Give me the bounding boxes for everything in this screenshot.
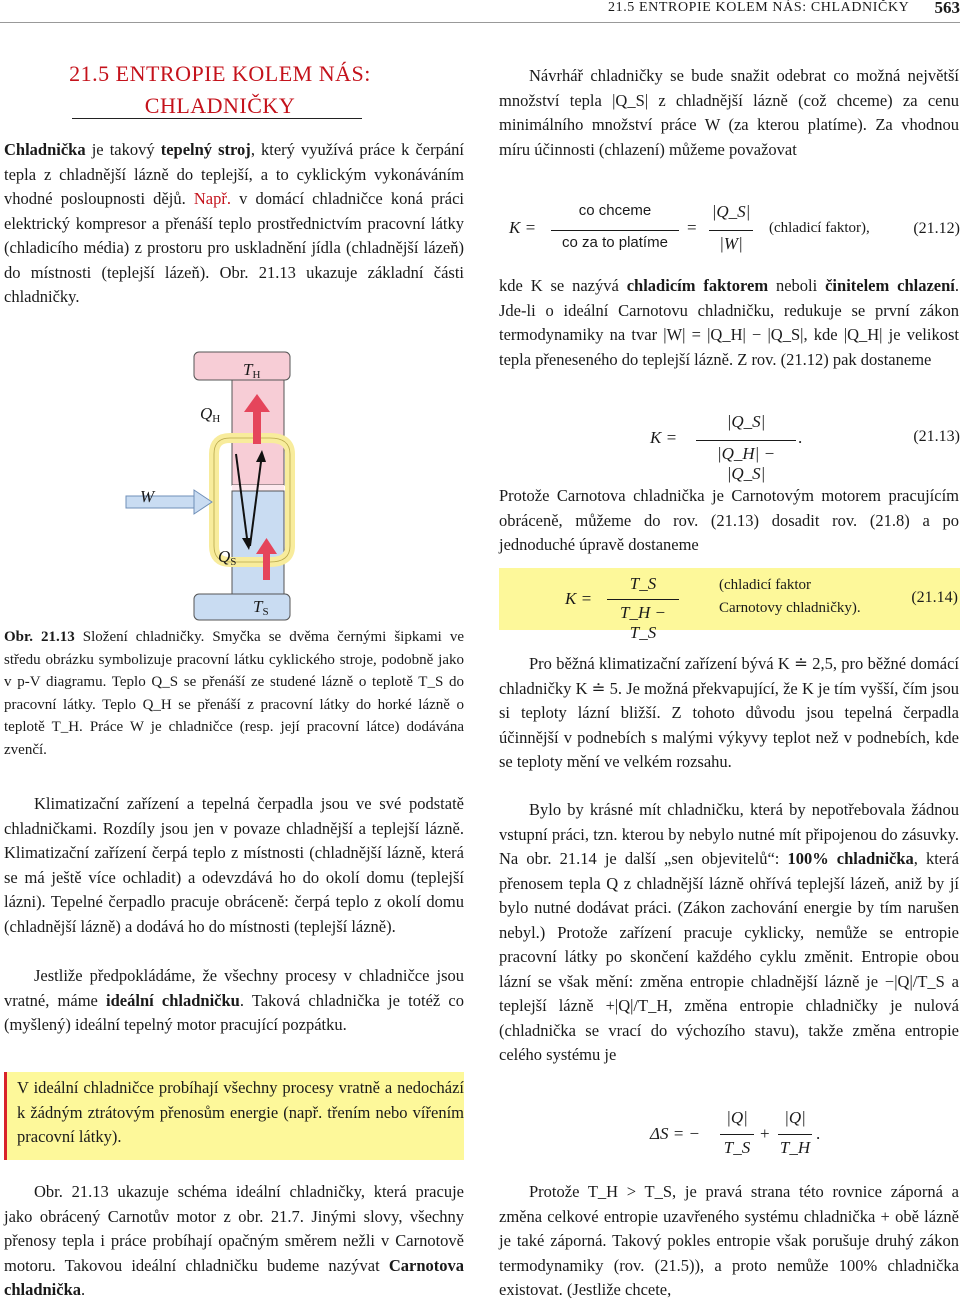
eq13-num: |Q_S|: [726, 412, 766, 431]
term-chladici-faktor: chladicím faktorem: [626, 276, 769, 295]
paragraph-klimatizace-k: Pro běžná klimatizační zařízení bývá K ≐ 2,5, pro běžné domácí chladničky K ≐ 5. Je možná překvapující, že K je tím vyšší, čím jsou si teploty lázní bližší. Z tohoto důvodu jsou tepelná čerpadla účinnější v podnebích s malými výkyvy teplot než v podnebích, kde se teploty mění ve velkém rozsahu.: [499, 654, 959, 771]
eq12-lhs: K =: [509, 218, 537, 237]
term-idealni-chladnicka: ideální chladničku: [106, 990, 240, 1010]
label-qh: $Q_H$: [200, 404, 221, 425]
eq14-tag: (21.14): [911, 589, 958, 606]
eq15-plus: +: [760, 1124, 770, 1143]
eq12-num-symbols: |Q_S|: [711, 202, 751, 221]
paragraph-100-chladnicka: [499, 798, 959, 1068]
intro-paragraph: [4, 138, 464, 310]
eq14-lhs: K =: [565, 589, 593, 608]
eq13-period: .: [798, 428, 803, 447]
eq12-equals: =: [687, 218, 697, 237]
running-header: [608, 0, 960, 16]
eq14-num: T_S: [629, 574, 657, 593]
caption-text: Složení chladničky. Smyčka se dvěma černými šipkami ve středu obrázku symbolizuje pracovní látku cyklického stroje, podobně jako v p-V diagramu. Teplo Q_S se přenáší ze studené lázně o teplotě T_S do pracovní látky. Teplo Q_H se přenáší z pracovní látky do horké lázně o teplotě T_H. Práce W je chladničce (resp. její pracovní látce) dodávána zvenčí.: [4, 629, 464, 758]
cold-reservoir: [194, 594, 290, 620]
qh-arrow-shaft: [253, 410, 261, 444]
eq13-fraction: [696, 412, 796, 483]
equation-21-13: [648, 410, 960, 483]
eq12-num-words: co chceme: [578, 202, 652, 219]
p5-text-a: Bylo by krásné mít chladničku, která by nepotřebovala žádnou vstupní práci, tzn. kterou by nebylo nutné mít připojenou do zásuvky. Na obr. 21.14 je další „sen objevitelů“:: [499, 800, 959, 868]
hot-reservoir: [194, 352, 290, 380]
paragraph-chladici-faktor: [499, 274, 959, 372]
header-rule: [0, 22, 960, 23]
eq15-bar1: [720, 1134, 754, 1135]
eq14-den: T_H − T_S: [620, 603, 666, 642]
p2-text-c: . Jde-li o ideální Carnotovu chladničku, redukuje se první zákon termodynamiky na tvar |W| = |Q_H| − |Q_S|, kde |Q_H| je velikost tepla přeneseného do teplejší lázně. Z rov. (21.12) pak dostaneme: [499, 276, 959, 369]
eq15-den1: T_S: [723, 1138, 751, 1157]
eq12-note: (chladicí faktor),: [769, 220, 870, 236]
paragraph-carnot: [4, 1180, 464, 1298]
label-ts: $T_S$: [253, 597, 269, 618]
intro-text-d: v domácí chladničce koná práci elektrický kompresor a přenáší teplo prostřednictvím pracovní látky (chladicího média) z prostoru pro uskladnění jídla (chladnější lázeň) do místnosti (teplejší lázeň). Obr. 21.13 ukazuje základní části chladničky.: [4, 189, 464, 306]
eq12-bar1: [551, 230, 679, 231]
eq15-fraction2: [778, 1108, 812, 1162]
term-cinitel-chlazeni: činitelem chlazení: [825, 276, 955, 295]
eq13-bar: [696, 440, 796, 441]
eq15-den2: T_H: [779, 1138, 811, 1157]
intro-text-b: , který využívá práce k čerpání tepla z chladnější lázně do teplejší, a to cyklickým vykonáváním vhodné posloupnosti dějů.: [4, 140, 465, 208]
p3-text-a: Jestliže předpokládáme, že všechny procesy v chladničce jsou vratné, máme: [4, 966, 464, 1010]
running-title: 21.5 ENTROPIE KOLEM NÁS: CHLADNIČKY: [608, 0, 910, 15]
eq15-num2: |Q|: [784, 1108, 806, 1127]
eq14-fraction: [607, 574, 679, 642]
eq14-note2: Carnotovy chladničky).: [719, 600, 861, 616]
equation-delta-s: [650, 1104, 850, 1164]
figure-caption: [4, 626, 464, 761]
page-number: 563: [934, 0, 960, 17]
equation-21-12: [505, 200, 960, 264]
label-th: $T_H$: [243, 360, 261, 381]
p2-text-b: neboli: [768, 276, 826, 295]
eq14-note1: (chladicí faktor: [719, 577, 812, 593]
paragraph-idealni: [4, 964, 464, 1038]
section-title-rule: [72, 118, 362, 119]
p3-text-b: . Taková chladnička je totéž co (myšlený) ideální tepelný motor pracující pozpátku.: [4, 990, 464, 1034]
eq12-bar2: [709, 230, 753, 231]
eq12-tag: (21.12): [913, 220, 960, 237]
eq12-fraction-words: [551, 202, 679, 262]
term-tepelny-stroj: tepelný stroj: [160, 140, 251, 159]
eq15-fraction1: [720, 1108, 754, 1162]
eq14-bar: [607, 599, 679, 600]
eq12-den-symbols: |W|: [719, 234, 743, 253]
paragraph-dosazeni: Protože Carnotova chladnička je Carnotovým motorem pracujícím obráceně, můžeme do rov. (21.13) dosadit rov. (21.8) a po jednoduché úpravě dostaneme: [499, 486, 959, 554]
section-title-line2: CHLADNIČKY: [144, 93, 296, 118]
eq12-fraction-symbols: [709, 202, 753, 262]
equation-21-14-box: [499, 568, 960, 642]
p2-text-a: kde K se nazývá: [499, 276, 627, 295]
p5-text-b: , která přenosem tepla Q z chladnější lázně ohřívá teplejší lázeň, aniž by jí bylo nutné dodávat práci. (Zákon zachování energie by tím narušen nebyl.) Protože zařízení pracuje cyklicky, nemůže se entropie pracovní látky po skončení každého cyklu změnit. Entropie obou lázní se však mění: změna entropie chladnější lázně je −|Q|/T_S a teplejší lázně +|Q|/T_H, změna entropie chladničky je nulová (chladnička se vrací do výchozího stavu), takže změna entropie celého systému je: [499, 849, 959, 1064]
refrigerator-diagram: [120, 350, 320, 622]
section-title: [40, 58, 400, 122]
eq13-lhs: K =: [650, 428, 678, 447]
eq13-den: |Q_H| − |Q_S|: [716, 444, 776, 483]
highlight-box: [4, 1072, 464, 1160]
label-qs: $Q_S$: [218, 547, 237, 568]
caption-label: Obr. 21.13: [4, 629, 75, 645]
work-arrow-shaft: [126, 496, 196, 508]
eq12-den-words: co za to platíme: [562, 234, 668, 251]
qs-arrow-shaft: [263, 550, 270, 580]
section-title-line1: 21.5 ENTROPIE KOLEM NÁS:: [69, 61, 371, 86]
term-carnotova-chladnicka: Carnotova chladnička: [4, 1255, 464, 1298]
highlight-text: V ideální chladničce probíhají všechny procesy vratně a nedochází k žádným ztrátovým přenosům energie (např. třením nebo vířením pracovní látky).: [17, 1078, 464, 1146]
intro-link-napr: Např.: [193, 189, 231, 208]
term-100-chladnicka: 100% chladnička: [787, 849, 914, 868]
eq15-lhs: ΔS = −: [650, 1124, 700, 1143]
p4-text-a: Obr. 21.13 ukazuje schéma ideální chladničky, která pracuje jako obrácený Carnotův motor z obr. 21.7. Jinými slovy, všechny přenosy tepla i práce probíhají opačným směrem nežli v Carnotově motoru. Takovou ideální chladničku budeme nazývat: [4, 1182, 464, 1275]
paragraph-klimatizace: Klimatizační zařízení a tepelná čerpadla jsou ve své podstatě chladničkami. Rozdíly jsou jen v povaze chladnější a teplejší lázně. Klimatizační zařízení čerpá teplo z místnosti (chladnější lázně, která se má ještě více ochladit) a odevzdává ho do okolí domu (teplejší lázni). Tepelné čerpadlo pracuje obráceně: čerpá teplo z okolí domu (chladnější lázně) a dodává ho do místnosti (teplejší lázně).: [4, 794, 464, 936]
term-chladnicka: Chladnička: [4, 140, 86, 159]
eq15-period: .: [816, 1124, 821, 1143]
intro-text-a: je takový: [85, 140, 161, 159]
eq15-bar2: [778, 1134, 812, 1135]
eq15-num1: |Q|: [726, 1108, 748, 1127]
eq13-tag: (21.13): [913, 428, 960, 445]
paragraph-navrhar: Návrhář chladničky se bude snažit odebrat co možná největší množství tepla |Q_S| z chladnější lázně (což chceme) za cenu minimálního množství práce W (za kterou platíme). Za vhodnou míru účinnosti (chlazení) můžeme považovat: [499, 66, 959, 159]
cold-channel: [232, 491, 284, 596]
paragraph-entropie-pokles: Protože T_H > T_S, je pravá strana této rovnice záporná a změna celkové entropie uzavřeného systému chladnička + obě lázně je také záporná. Takový pokles entropie však porušuje druhý zákon termodynamiky (rov. (21.5)), a proto nemůže 100% chladnička existovat. (Jestliže chcete,: [499, 1182, 959, 1298]
p4-text-b: .: [81, 1280, 86, 1298]
label-w: W: [140, 487, 155, 506]
